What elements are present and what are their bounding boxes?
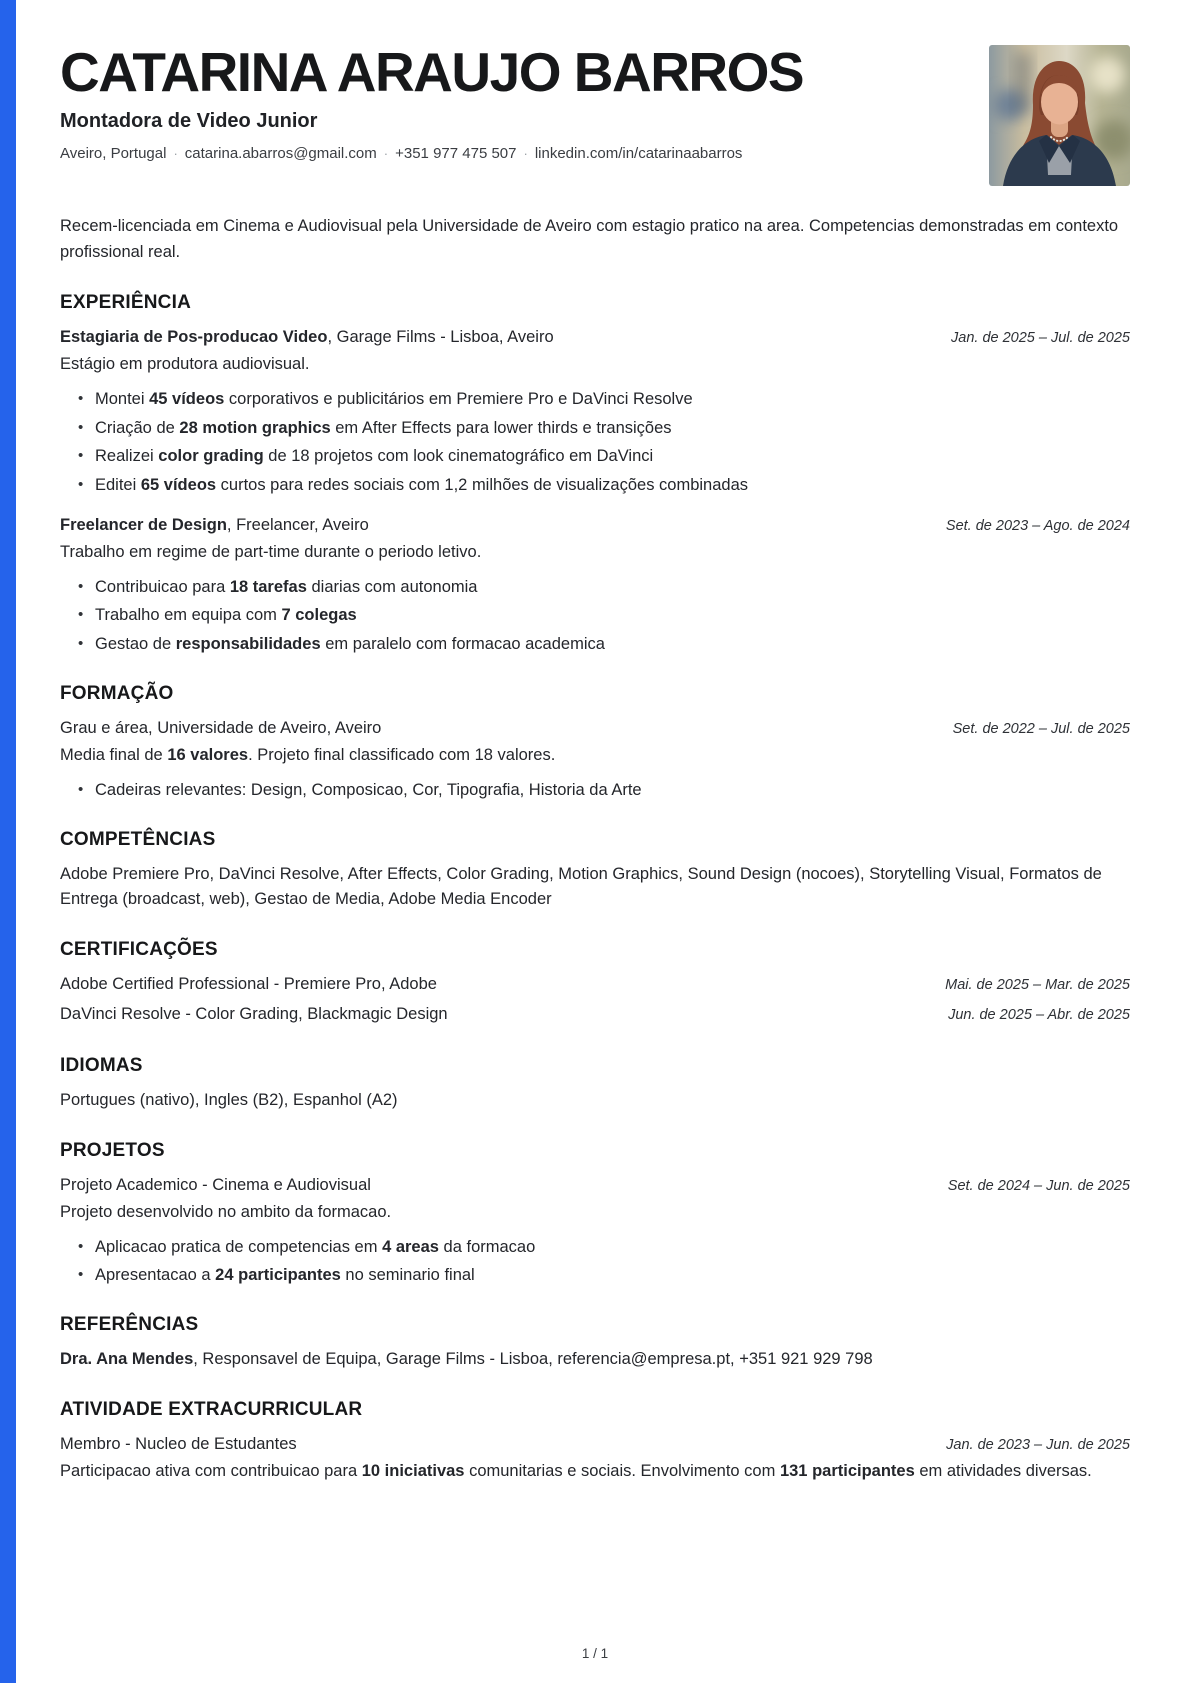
header — [60, 41, 1130, 186]
section-heading-projects: PROJETOS — [60, 1139, 165, 1161]
contact-separator-icon: · — [383, 146, 389, 161]
job-dates: Set. de 2023 – Ago. de 2024 — [945, 517, 1130, 534]
section-heading-certifications: CERTIFICAÇÕES — [60, 938, 218, 960]
header-text-block — [60, 41, 959, 162]
skills-text: Adobe Premiere Pro, DaVinci Resolve, After Effects, Color Grading, Motion Graphics, Sound Design (nocoes), Storytelling Visual, Formatos de Entrega (broadcast, web), Gestao de Media, Adobe Media Encoder — [60, 864, 1102, 908]
project-title: Projeto Academico - Cinema e Audiovisual — [60, 1175, 371, 1194]
section-heading-experience: EXPERIÊNCIA — [60, 292, 192, 314]
experience-entry — [60, 513, 1130, 656]
contact-separator-icon: · — [523, 146, 528, 161]
bullet-item: • Montei 45 vídeos corporativos e publicitários em Premiere Pro e DaVinci Resolve — [78, 387, 1130, 411]
bullet-item: • Criação de 28 motion graphics em After Effects para lower thirds e transições — [78, 416, 1130, 440]
project-entry — [60, 1173, 1130, 1288]
bullet-item: • Aplicacao pratica de competencias em 4 areas da formacao — [78, 1235, 1130, 1259]
project-bullet-list — [60, 1235, 1130, 1288]
section-heading-languages: IDIOMAS — [60, 1054, 143, 1076]
section-heading-extracurricular: ATIVIDADE EXTRACURRICULAR — [60, 1399, 363, 1421]
certification-dates: Mai. de 2025 – Mar. de 2025 — [945, 976, 1130, 993]
extracurricular-entry — [60, 1432, 1130, 1458]
contact-separator-icon: · — [173, 146, 178, 161]
project-dates: Set. de 2024 – Jun. de 2025 — [947, 1177, 1130, 1194]
page-number-indicator: 1 / 1 — [581, 1646, 609, 1661]
job-bullet-list — [60, 387, 1130, 497]
summary-text: Recem-licenciada em Cinema e Audiovisual pela Universidade de Aveiro com estagio pratico na area. Competencias demonstradas em contexto profissional real. — [60, 217, 1119, 261]
job-title-line: Estagiaria de Pos-producao Video, Garage Films - Lisboa, Aveiro — [60, 328, 554, 347]
bullet-item: • Apresentacao a 24 participantes no seminario final — [78, 1263, 1130, 1287]
certification-name: Adobe Certified Professional - Premiere Pro, Adobe — [60, 974, 437, 993]
experience-entry — [60, 325, 1130, 497]
languages-text: Portugues (nativo), Ingles (B2), Espanhol (A2) — [60, 1090, 398, 1109]
education-bullet-list — [60, 778, 1130, 802]
job-description: Trabalho em regime de part-time durante o periodo letivo. — [60, 542, 482, 561]
extracurricular-dates: Jan. de 2023 – Jun. de 2025 — [946, 1437, 1130, 1454]
contact-phone: +351 977 475 507 — [395, 145, 517, 162]
education-entry — [60, 716, 1130, 802]
profile-photo — [989, 45, 1130, 186]
contact-linkedin: linkedin.com/in/catarinaabarros — [534, 145, 743, 162]
bullet-item: • Editei 65 vídeos curtos para redes sociais com 1,2 milhões de visualizações combinadas — [78, 473, 1130, 497]
education-result-line: Media final de 16 valores. Projeto final classificado com 18 valores. — [60, 745, 556, 764]
section-heading-skills: COMPETÊNCIAS — [60, 828, 216, 850]
candidate-job-title: Montadora de Video Junior — [60, 110, 318, 132]
extracurricular-detail: Participacao ativa com contribuicao para 10 iniciativas comunitarias e sociais. Envolvimento com 131 participantes em atividades diversas. — [60, 1462, 1092, 1481]
job-title-line: Freelancer de Design, Freelancer, Aveiro — [60, 515, 369, 534]
job-description: Estágio em produtora audiovisual. — [60, 355, 310, 374]
bullet-item: • Trabalho em equipa com 7 colegas — [78, 603, 1130, 627]
bullet-item: • Realizei color grading de 18 projetos com look cinematográfico em DaVinci — [78, 444, 1130, 468]
certification-entry — [60, 972, 1130, 998]
project-description: Projeto desenvolvido no ambito da formacao. — [60, 1202, 392, 1221]
section-heading-references: REFERÊNCIAS — [60, 1314, 199, 1336]
accent-bar — [0, 0, 16, 1683]
candidate-name: CATARINA ARAUJO BARROS — [60, 41, 804, 103]
degree-line: Grau e área, Universidade de Aveiro, Aveiro — [60, 718, 382, 737]
certification-entry — [60, 1002, 1130, 1028]
reference-line: Dra. Ana Mendes, Responsavel de Equipa, Garage Films - Lisboa, referencia@empresa.pt, +351 921 929 798 — [60, 1350, 873, 1369]
certification-dates: Jun. de 2025 – Abr. de 2025 — [948, 1006, 1130, 1023]
bullet-item: • Cadeiras relevantes: Design, Composicao, Cor, Tipografia, Historia da Arte — [78, 778, 1130, 802]
certification-name: DaVinci Resolve - Color Grading, Blackmagic Design — [60, 1004, 448, 1023]
bullet-item: • Contribuicao para 18 tarefas diarias com autonomia — [78, 575, 1130, 599]
education-dates: Set. de 2022 – Jul. de 2025 — [952, 720, 1130, 737]
job-bullet-list — [60, 575, 1130, 656]
extracurricular-role: Membro - Nucleo de Estudantes — [60, 1435, 297, 1454]
contact-location: Aveiro, Portugal — [60, 145, 167, 162]
contact-line — [60, 145, 959, 162]
contact-email: catarina.abarros@gmail.com — [184, 145, 377, 162]
section-heading-education: FORMAÇÃO — [60, 682, 174, 704]
bullet-item: • Gestao de responsabilidades em paralelo com formacao academica — [78, 632, 1130, 656]
job-dates: Jan. de 2025 – Jul. de 2025 — [951, 330, 1130, 347]
